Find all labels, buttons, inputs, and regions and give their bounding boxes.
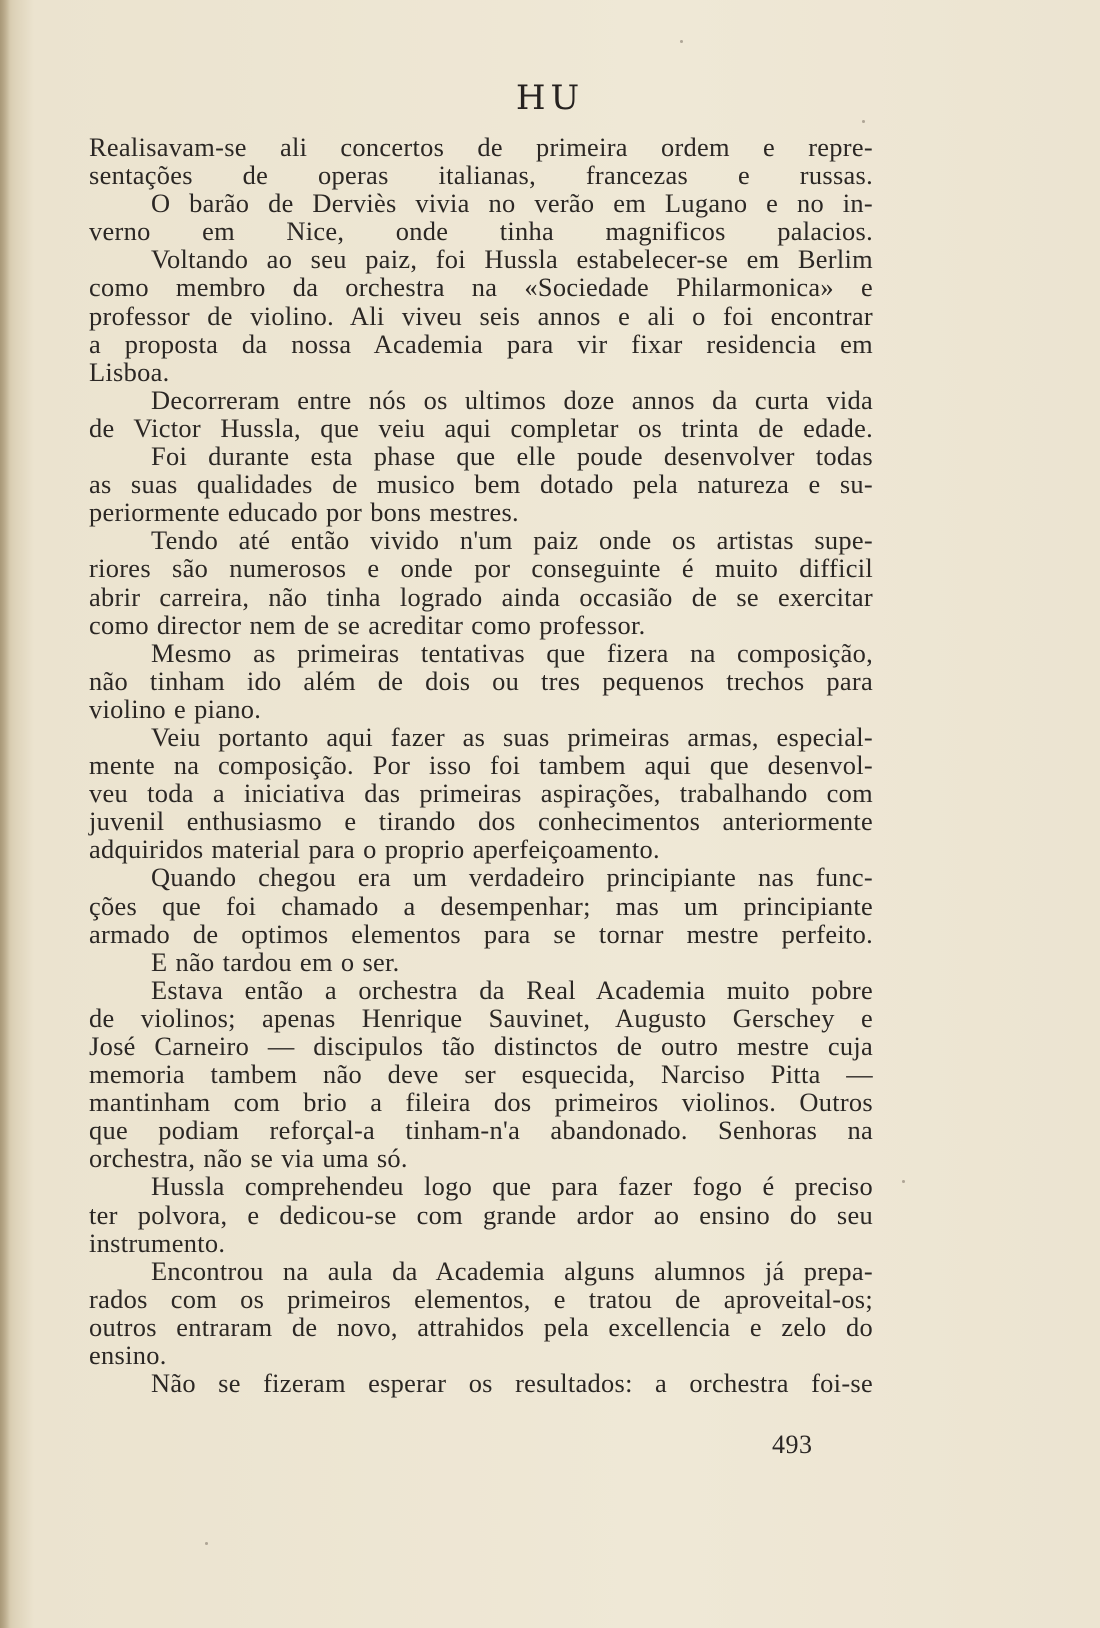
text-line: Decorreram entre nós os ultimos doze annos da curta vida (151, 384, 873, 415)
paper-speck (862, 120, 865, 123)
text-line: instrumento. (89, 1227, 226, 1258)
text-line: que podiam reforçal-a tinham-n'a abandonado. Senhoras na (89, 1115, 873, 1146)
text-line: José Carneiro — discipulos tão distinctos de outro mestre cuja (89, 1031, 873, 1061)
text-line: Tendo até então vivido n'um paiz onde os artistas supe- (151, 525, 873, 556)
text-line: outros entraram de novo, attrahidos pela excellencia e zelo do (89, 1311, 873, 1342)
text-line: riores são numerosos e onde por conseguinte é muito difficil (89, 553, 873, 584)
text-line: sentações de operas italianas, francezas e russas. (89, 160, 873, 191)
text-line: Veiu portanto aqui fazer as suas primeiras armas, especial- (151, 721, 873, 752)
text-line: professor de violino. Ali viveu seis annos e ali o foi encontrar (89, 300, 873, 331)
text-line: violino e piano. (89, 693, 262, 724)
spine-shadow (0, 0, 10, 1628)
text-line: Hussla comprehendeu logo que para fazer fogo é preciso (151, 1171, 873, 1202)
text-line: O barão de Derviès vivia no verão em Lugano e no in- (151, 188, 873, 219)
text-line: memoria tambem não deve ser esquecida, Narciso Pitta — (89, 1059, 873, 1090)
text-line: a proposta da nossa Academia para vir fixar residencia em (89, 328, 873, 359)
text-line: Voltando ao seu paiz, foi Hussla estabelecer-se em Berlim (151, 244, 873, 275)
text-line: E não tardou em o ser. (151, 946, 400, 977)
text-line: veu toda a iniciativa das primeiras aspirações, trabalhando com (89, 778, 873, 809)
text-line: armado de optimos elementos para se tornar mestre perfeito. (89, 918, 873, 949)
text-line: Mesmo as primeiras tentativas que fizera na composição, (151, 637, 873, 668)
running-head: HU (515, 78, 585, 118)
text-line: de violinos; apenas Henrique Sauvinet, Augusto Gerschey e (89, 1002, 873, 1033)
text-line: Realisavam-se ali concertos de primeira ordem e repre- (89, 132, 873, 162)
text-line: não tinham ido além de dois ou tres pequenos trechos para (89, 665, 873, 696)
page-number: 493 (772, 1430, 813, 1459)
text-line: orchestra, não se via uma só. (89, 1143, 408, 1174)
text-line: mantinham com brio a fileira dos primeiros violinos. Outros (89, 1087, 873, 1118)
text-line: mente na composição. Por isso foi tambem aqui que desenvol- (89, 750, 873, 781)
text-line: como membro da orchestra na «Sociedade Philarmonica» e (89, 272, 873, 303)
text-line: Não se fizeram esperar os resultados: a orchestra foi-se (151, 1368, 873, 1399)
paper-speck (205, 1542, 208, 1545)
text-line: rados com os primeiros elementos, e tratou de aproveital-os; (89, 1283, 873, 1314)
text-line: abrir carreira, não tinha logrado ainda occasião de se exercitar (89, 581, 873, 612)
body-text (89, 133, 873, 1397)
text-line: ter polvora, e dedicou-se com grande ardor ao ensino do seu (89, 1199, 873, 1230)
paper-speck (902, 1180, 905, 1183)
text-line: Encontrou na aula da Academia alguns alumnos já prepa- (151, 1255, 873, 1286)
text-line: ensino. (89, 1340, 167, 1371)
paper-speck (680, 40, 683, 43)
text-line: as suas qualidades de musico bem dotado pela natureza e su- (89, 469, 873, 500)
text-line: de Victor Hussla, que veiu aqui completar os trinta de edade. (89, 412, 873, 443)
text-line: verno em Nice, onde tinha magnificos palacios. (89, 216, 873, 247)
text-line: Foi durante esta phase que elle poude desenvolver todas (151, 441, 873, 472)
text-line: periormente educado por bons mestres. (89, 497, 519, 528)
text-line: ções que foi chamado a desempenhar; mas um principiante (89, 890, 873, 921)
text-line: como director nem de se acreditar como professor. (89, 609, 646, 640)
text-line: Estava então a orchestra da Real Academia muito pobre (151, 974, 873, 1005)
text-line: Quando chegou era um verdadeiro principiante nas func- (151, 862, 873, 893)
text-line: juvenil enthusiasmo e tirando dos conhecimentos anteriormente (89, 806, 873, 837)
text-line: Lisboa. (89, 356, 170, 387)
text-line: adquiridos material para o proprio aperfeiçoamento. (89, 834, 660, 865)
